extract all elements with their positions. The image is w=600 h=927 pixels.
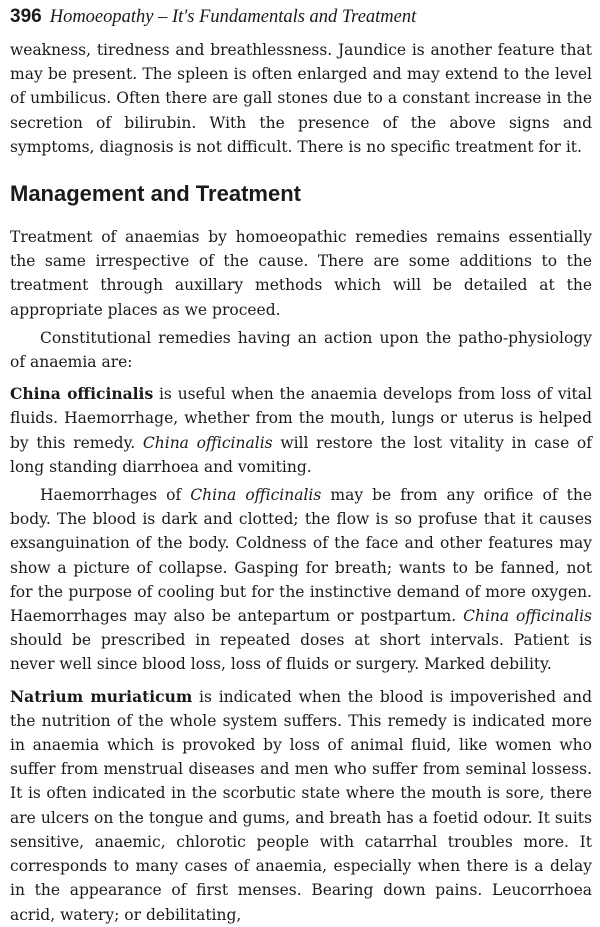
haemorrhages-text-b: may be from any orifice of the body. The blood is dark and clotted; the flow is so profuse that it causes exsanguination of the body. Coldness of the face and other features may show a picture of collapse. Gasping for breath; wants to be fanned, not for the purpose of cooling but for the instinctive demand of more oxygen. Haemorrhages may also be antepartum or postpartum.	[10, 486, 593, 626]
remedy-italic-china-3: China officinalis	[463, 607, 593, 626]
remedy-italic-china-2: China officinalis	[190, 486, 322, 505]
page-number: 396	[10, 6, 42, 27]
section-heading: Management and Treatment	[10, 181, 301, 207]
haemorrhages-text-c: should be prescribed in repeated doses at short intervals. Patient is never well since blood loss, loss of fluids or surgery. Marked debility.	[10, 631, 592, 674]
natrium-text: is indicated when the blood is impoverished and the nutrition of the whole system suffers. This remedy is indicated more in anaemia which is provoked by loss of animal fluid, like women who suffer from menstrual diseases and men who suffer from seminal lossess. It is often indicated in the scorbutic state where the mouth is sore, there are ulcers on the tongue and gums, and breath has a foetid odour. It suits sensitive, anaemic, chlorotic people with catarrhal troubles more. It corresponds to many cases of anaemia, especially when there is a delay in the appearance of first menses. Bearing down pains. Leucorrhoea acrid, watery; or debilitating,	[10, 687, 592, 924]
haemorrhages-text-a: Haemorrhages of	[40, 486, 191, 505]
remedy-name-natrium: Natrium muriaticum	[10, 686, 193, 706]
running-title: Homoeopathy – It's Fundamentals and Treatment	[49, 7, 417, 27]
china-text-a: is useful when the anaemia develops from loss of vital fluids. Haemorrhage, whether from the mouth, lungs or uterus is helped by this remedy.	[10, 385, 592, 452]
remedy-italic-china: China officinalis	[142, 433, 273, 452]
paragraph-natrium-muriaticum	[10, 685, 592, 927]
paragraph-china-haemorrhages	[10, 483, 592, 677]
china-text-b: will restore the lost vitality in case of long standing diarrhoea and vomiting.	[10, 433, 593, 476]
paragraph-china-officinalis	[10, 382, 592, 479]
paragraph-treatment-intro: Treatment of anaemias by homoeopathic remedies remains essentially the same irrespective of the cause. There are some additions to the treatment through auxillary methods which will be detailed at the appropriate places as we proceed.	[10, 228, 592, 319]
remedy-name-china: China officinalis	[10, 384, 154, 404]
paragraph-constitutional: Constitutional remedies having an action upon the patho-physiology of anaemia are:	[10, 328, 592, 372]
running-header	[10, 6, 592, 38]
paragraph-intro-continuation: weakness, tiredness and breathlessness. Jaundice is another feature that may be present. The spleen is often enlarged and may extend to the level of umbilicus. Often there are gall stones due to a constant increase in the secretion of bilirubin. With the presence of the above signs and symptoms, diagnosis is not difficult. There is no specific treatment for it.	[10, 41, 592, 156]
